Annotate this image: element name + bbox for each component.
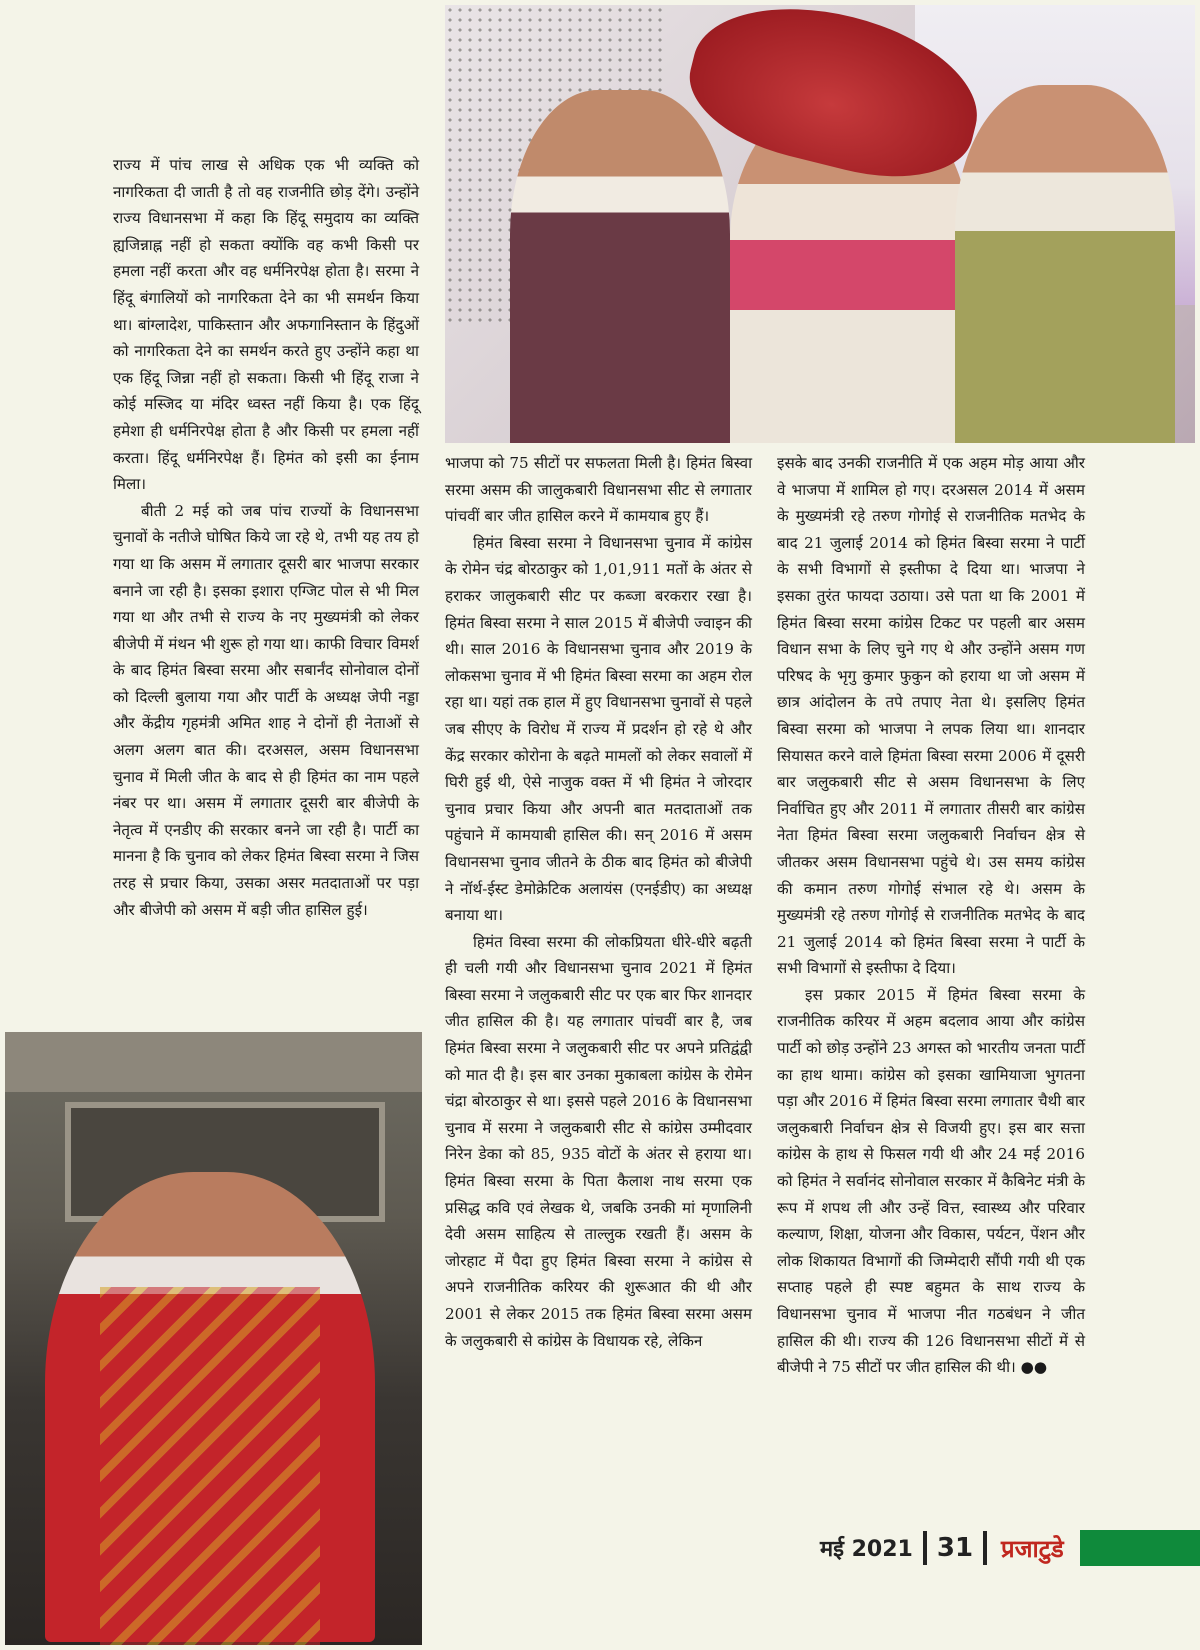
article-paragraph: हिमंत बिस्वा सरमा ने विधानसभा चुनाव में कांग्रेस के रोमेन चंद्र बोरठाकुर को 1,01,911 मतों के अंतर से हराकर जालुकबारी सीट पर कब्जा बरकरार रखा है। हिमंत बिस्वा सरमा ने साल 2015 में बीजेपी ज्वाइन की थी। साल 2016 के विधानसभा चुनाव और 2019 के लोकसभा चुनाव में भी हिमंत बिस्वा सरमा का अहम रोल रहा था। यहां तक हाल में हुए विधानसभा चुनावों से पहले जब सीएए के विरोध में राज्य में प्रदर्शन हो रहे थे और केंद्र सरकार कोरोना के बढ़ते मामलों को लेकर सवालों में घिरी हुई थी, ऐसे नाजुक वक्त में भी हिमंत ने जोरदार चुनाव प्रचार किया और अपनी बात मतदाताओं तक पहुंचाने में कामयाबी हासिल की। सन् 2016 में असम विधानसभा चुनाव जीतने के ठीक बाद हिमंत को बीजेपी ने नॉर्थ-ईस्ट डेमोक्रेटिक अलायंस (एनईडीए) का अध्यक्ष बनाया था। xyxy=(445,533,752,925)
article-column-2 xyxy=(445,450,752,1354)
article-paragraph: हिमंत विस्वा सरमा की लोकप्रियता धीरे-धीरे बढ़ती ही चली गयी और विधानसभा चुनाव 2021 में हिमंत बिस्वा सरमा ने जलुकबारी सीट पर एक बार फिर शानदार जीत हासिल की है। यह लगातार पांचवीं बार है, जब हिमंत बिस्वा सरमा ने जलुकबारी सीट पर अपने प्रतिद्वंद्वी को मात दी है। इस बार उनका मुकाबला कांग्रेस के रोमेन चंद्रा बोरठाकुर से था। इससे पहले 2016 के विधानसभा चुनाव में सरमा ने जलुकबारी सीट से कांग्रेस उम्मीदवार निरेन डेका को 85, 935 वोटों के अंतर से हराया था। हिमंत बिस्वा सरमा के पिता कैलाश नाथ सरमा एक प्रसिद्ध कवि एवं लेखक थे, जबकि उनकी मां मृणालिनी देवी असम साहित्य से ताल्लुक रखती हैं। असम के जोरहाट में पैदा हुए हिमंत बिस्वा सरमा ने कांग्रेस से अपने राजनीतिक करियर की शुरूआत की थी और 2001 से लेकर 2015 तक हिमंत बिस्वा सरमा असम के जलुकबारी से कांग्रेस के विधायक रहे, लेकिन xyxy=(445,932,752,1350)
magazine-brand: प्रजाटुडे xyxy=(1001,1534,1064,1563)
photo-person-right xyxy=(955,85,1175,443)
article-paragraph: इस प्रकार 2015 में हिमंत बिस्वा सरमा के राजनीतिक करियर में अहम बदलाव आया और कांग्रेस पार्टी को छोड़ उन्होंने 23 अगस्त को भारतीय जनता पार्टी का हाथ थामा। कांग्रेस को इसका खामियाजा भुगतना पड़ा और 2016 में हिमंत बिस्वा सरमा लगातार चैथी बार जलुकबारी निर्वाचन क्षेत्र से विजयी हुए। इस बार सत्ता कांग्रेस के हाथ से फिसल गयी थी और 24 मई 2016 को हिमंत ने सर्वानंद सोनोवाल सरकार में कैबिनेट मंत्री के रूप में शपथ ली और उन्हें वित्त, स्वास्थ्य और परिवार कल्याण, शिक्षा, योजना और विकास, पर्यटन, पेंशन और लोक शिकायत विभागों की जिम्मेदारी सौंपी गयी थी एक सप्ताह पहले ही स्पष्ट बहुमत के साथ राज्य के विधानसभा चुनाव में भाजपा नीत गठबंधन ने जीत हासिल की थी। राज्य की 126 विधानसभा सीटों में से बीजेपी ने 75 सीटों पर जीत हासिल की थी। ●● xyxy=(777,985,1085,1377)
article-column-1 xyxy=(113,152,419,923)
photo-red-shawl xyxy=(100,1287,320,1645)
article-paragraph: बीती 2 मई को जब पांच राज्यों के विधानसभा चुनावों के नतीजे घोषित किये जा रहे थे, तभी यह तय हो गया था कि असम में लगातार दूसरी बार भाजपा सरकार बनाने जा रही है। इसका इशारा एग्जिट पोल से भी मिल गया था और तभी से राज्य के नए मुख्यमंत्री को लेकर बीजेपी में मंथन भी शुरू हो गया था। काफी विचार विमर्श के बाद हिमंत बिस्वा सरमा और सबार्नंद सोनोवाल दोनों को दिल्ली बुलाया गया और पार्टी के अध्यक्ष जेपी नड्डा और केंद्रीय गृहमंत्री अमित शाह ने दोनों ही नेताओं से अलग अलग बात की। दरअसल, असम विधानसभा चुनाव में मिली जीत के बाद से ही हिमंत का नाम पहले नंबर पर था। असम में लगातार दूसरी बार बीजेपी के नेतृत्व में एनडीए की सरकार बनने जा रही है। पार्टी का मानना है कि चुनाव को लेकर हिमंत बिस्वा सरमा ने जिस तरह से प्रचार किया, उसका असर मतदाताओं पर पड़ा और बीजेपी को असम में बड़ी जीत हासिल हुई। xyxy=(113,501,419,919)
leaders-felicitation-photo xyxy=(445,5,1195,443)
page-footer xyxy=(820,1528,1064,1568)
photo-person-left xyxy=(510,90,730,443)
article-paragraph: राज्य में पांच लाख से अधिक एक भी व्यक्ति को नागरिकता दी जाती है तो वह राजनीति छोड़ देंगे। उन्होंने राज्य विधानसभा में कहा कि हिंदू समुदाय का व्यक्ति ह्यजिन्नाह्न नहीं हो सकता क्योंकि वह कभी किसी पर हमला नहीं करता और वह धर्मनिरपेक्ष होता है। सरमा ने हिंदू बंगालियों को नागरिकता देने का भी समर्थन किया था। बांग्लादेश, पाकिस्तान और अफगानिस्तान के हिंदुओं को नागरिकता देने का समर्थन करते हुए उन्होंने कहा था एक हिंदू जिन्ना नहीं हो सकता। किसी भी हिंदू राजा ने कोई मस्जिद या मंदिर ध्वस्त नहीं किया है। एक हिंदू हमेशा ही धर्मनिरपेक्ष होता है और किसी पर हमला नहीं करता। हिंदू धर्मनिरपेक्ष हैं। हिमंत को इसी का ईनाम मिला। xyxy=(113,156,419,494)
footer-divider xyxy=(983,1531,987,1565)
article-column-3 xyxy=(777,450,1085,1381)
photo-building-roof xyxy=(5,1032,422,1092)
page-number: 31 xyxy=(936,1533,974,1563)
footer-accent-bar xyxy=(1080,1530,1200,1566)
greeting-namaste-photo xyxy=(5,1032,422,1645)
footer-divider xyxy=(923,1531,927,1565)
article-paragraph: इसके बाद उनकी राजनीति में एक अहम मोड़ आया और वे भाजपा में शामिल हो गए। दरअसल 2014 में असम के मुख्यमंत्री रहे तरुण गोगोई से राजनीतिक मतभेद के बाद 21 जुलाई 2014 को हिमंत बिस्वा सरमा ने पार्टी के सभी विभागों से इस्तीफा दे दिया था। भाजपा ने इसका तुरंत फायदा उठाया। उसे पता था कि 2001 में हिमंत बिस्वा सरमा कांग्रेस टिकट पर पहली बार असम विधान सभा के लिए चुने गए थे और उन्होंने असम गण परिषद के भृगु कुमार फुकुन को हराया था जो असम में छात्र आंदोलन के तपे तपाए नेता थे। इसलिए हिमंत बिस्वा सरमा को भाजपा ने लपक लिया था। शानदार सियासत करने वाले हिमंता बिस्वा सरमा 2006 में दूसरी बार जलुकबारी सीट से असम विधानसभा के लिए निर्वाचित हुए और 2011 में लगातार तीसरी बार कांग्रेस नेता हिमंत बिस्वा सरमा जलुकबारी निर्वाचन क्षेत्र से जीतकर असम विधानसभा पहुंचे थे। उस समय कांग्रेस की कमान तरुण गोगोई संभाल रहे थे। असम के मुख्यमंत्री रहे तरुण गोगोई से राजनीतिक मतभेद के बाद 21 जुलाई 2014 को हिमंत बिस्वा सरमा ने पार्टी के सभी विभागों से इस्तीफा दे दिया। xyxy=(777,454,1085,978)
article-paragraph: भाजपा को 75 सीटों पर सफलता मिली है। हिमंत बिस्वा सरमा असम की जालुकबारी विधानसभा सीट से लगातार पांचवीं बार जीत हासिल करने में कामयाब हुए हैं। xyxy=(445,454,752,526)
footer-month: मई 2021 xyxy=(820,1537,913,1562)
